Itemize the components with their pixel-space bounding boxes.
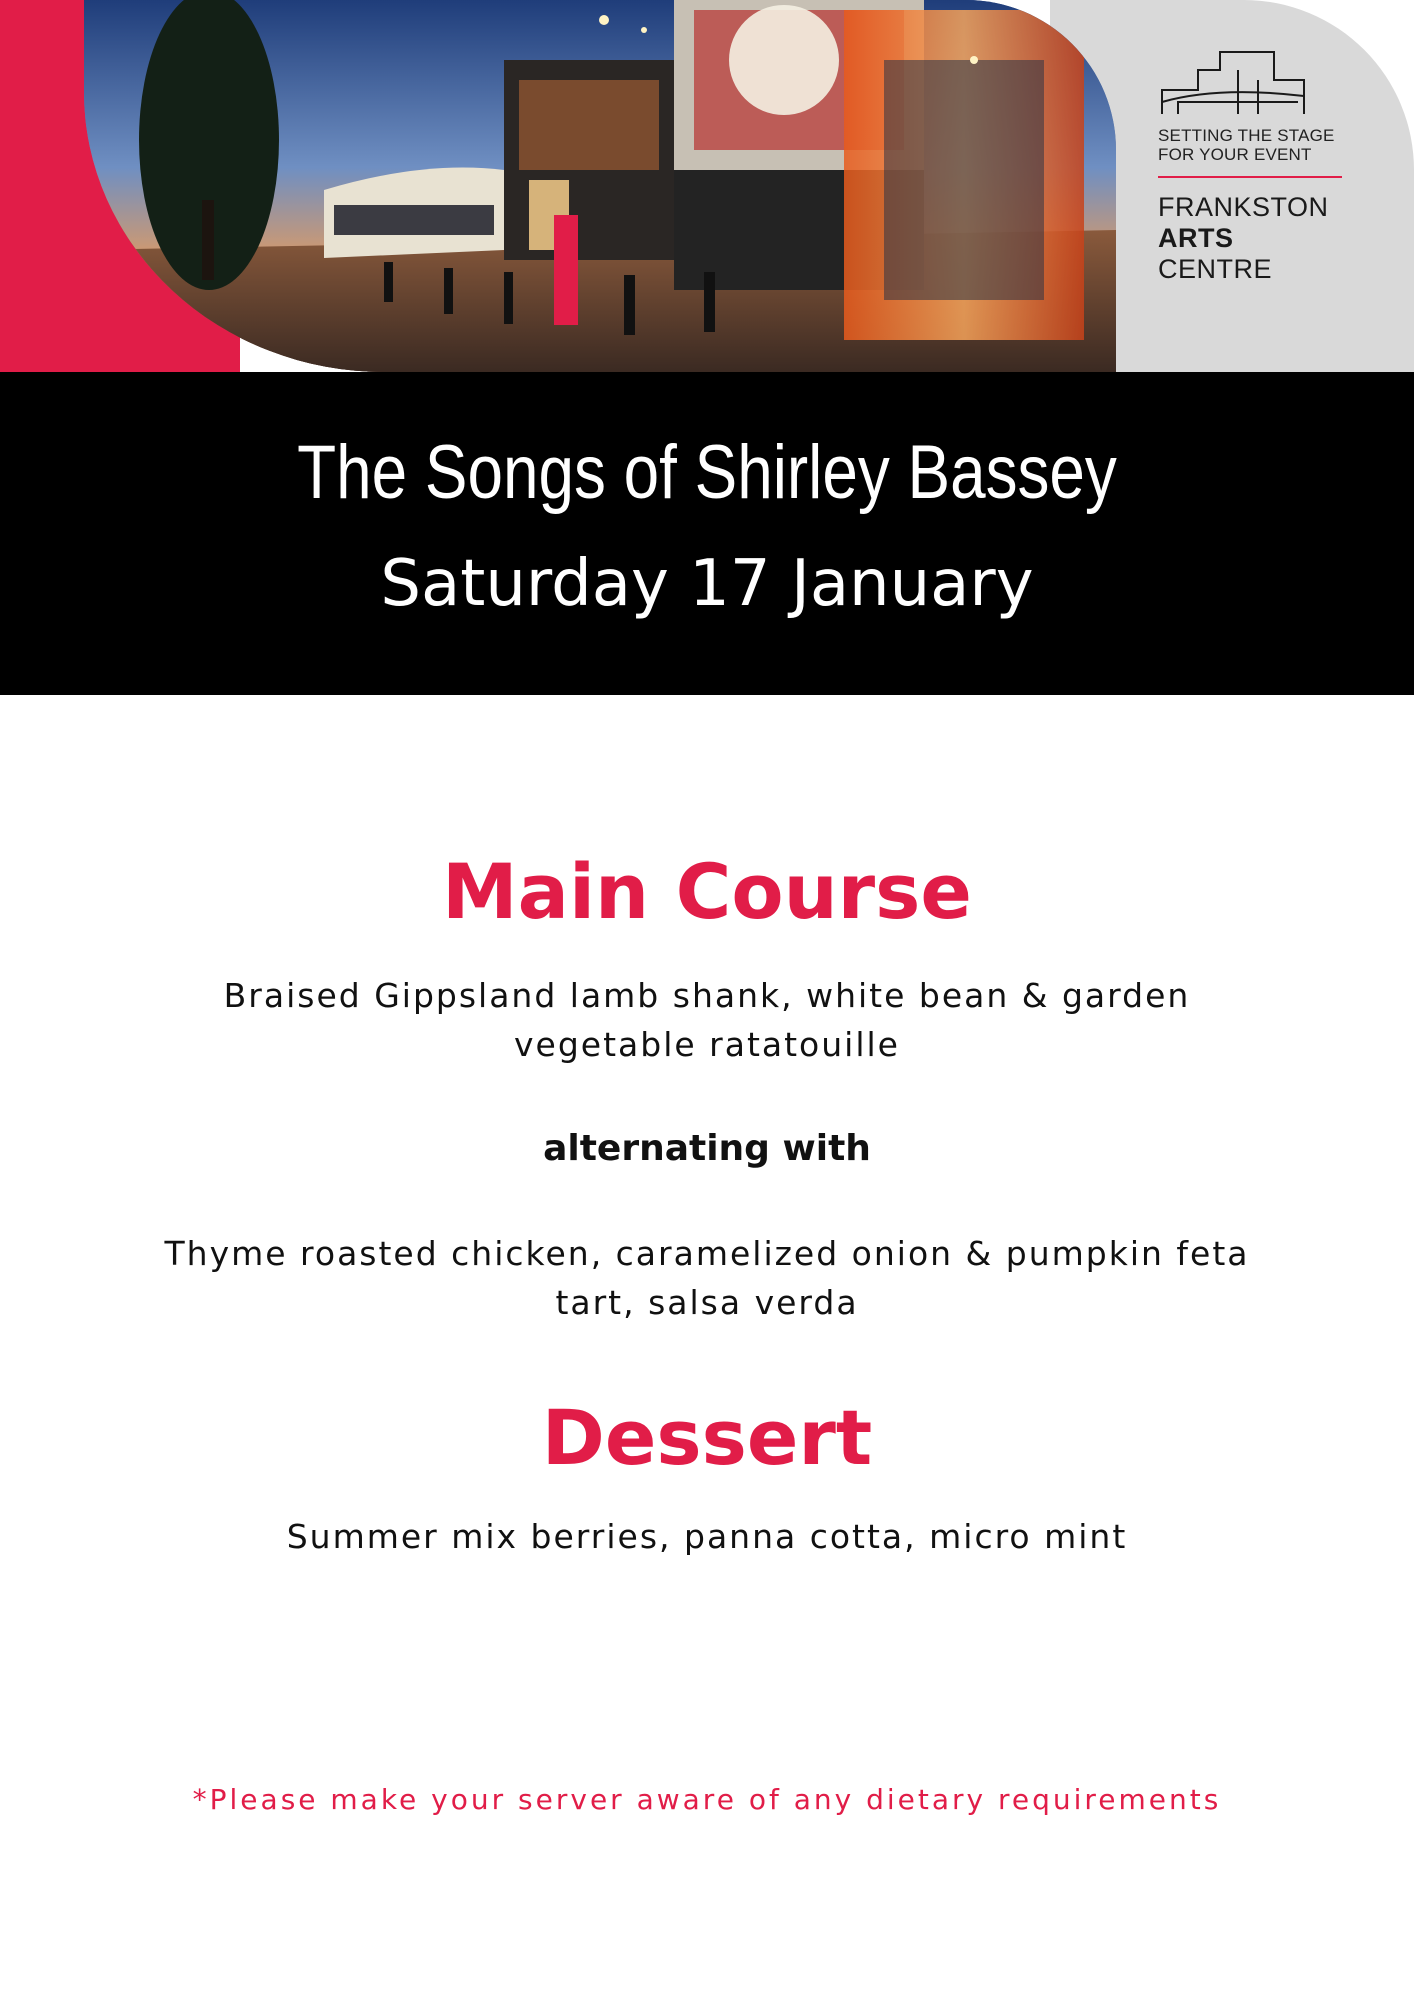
event-title-band <box>0 372 1414 695</box>
main-course-heading: Main Course <box>442 847 972 936</box>
building-outline-icon <box>1158 50 1308 118</box>
alternating-with-label: alternating with <box>543 1128 871 1169</box>
logo-name-line1: FRANKSTON <box>1158 192 1329 222</box>
main-dish-chicken-line2: tart, salsa verda <box>555 1283 859 1322</box>
dietary-note: *Please make your server aware of any dietary requirements <box>192 1783 1222 1816</box>
main-dish-lamb-line2: vegetable ratatouille <box>514 1025 900 1064</box>
main-dish-lamb-line1: Braised Gippsland lamb shank, white bean & garden <box>223 976 1191 1015</box>
event-date: Saturday 17 January <box>380 547 1034 621</box>
logo-tagline-line1: SETTING THE STAGE <box>1158 126 1335 145</box>
event-title: The Songs of Shirley Bassey <box>297 430 1117 515</box>
venue-photo-illustration <box>84 0 1116 372</box>
main-dish-chicken <box>120 1229 1294 1327</box>
main-dish-lamb <box>120 971 1294 1069</box>
dessert-heading: Dessert <box>541 1393 873 1482</box>
logo-divider <box>1158 176 1342 178</box>
logo-name-line3: CENTRE <box>1158 254 1273 284</box>
dessert-dish: Summer mix berries, panna cotta, micro mint <box>286 1517 1128 1556</box>
logo-tagline <box>1158 126 1368 164</box>
logo-name-line2: ARTS <box>1158 223 1234 253</box>
venue-photo <box>84 0 1116 372</box>
main-dish-chicken-line1: Thyme roasted chicken, caramelized onion & pumpkin feta <box>164 1234 1250 1273</box>
logo-tagline-line2: FOR YOUR EVENT <box>1158 145 1312 164</box>
frankston-arts-centre-logo <box>1158 50 1368 285</box>
header-banner <box>0 0 1414 372</box>
